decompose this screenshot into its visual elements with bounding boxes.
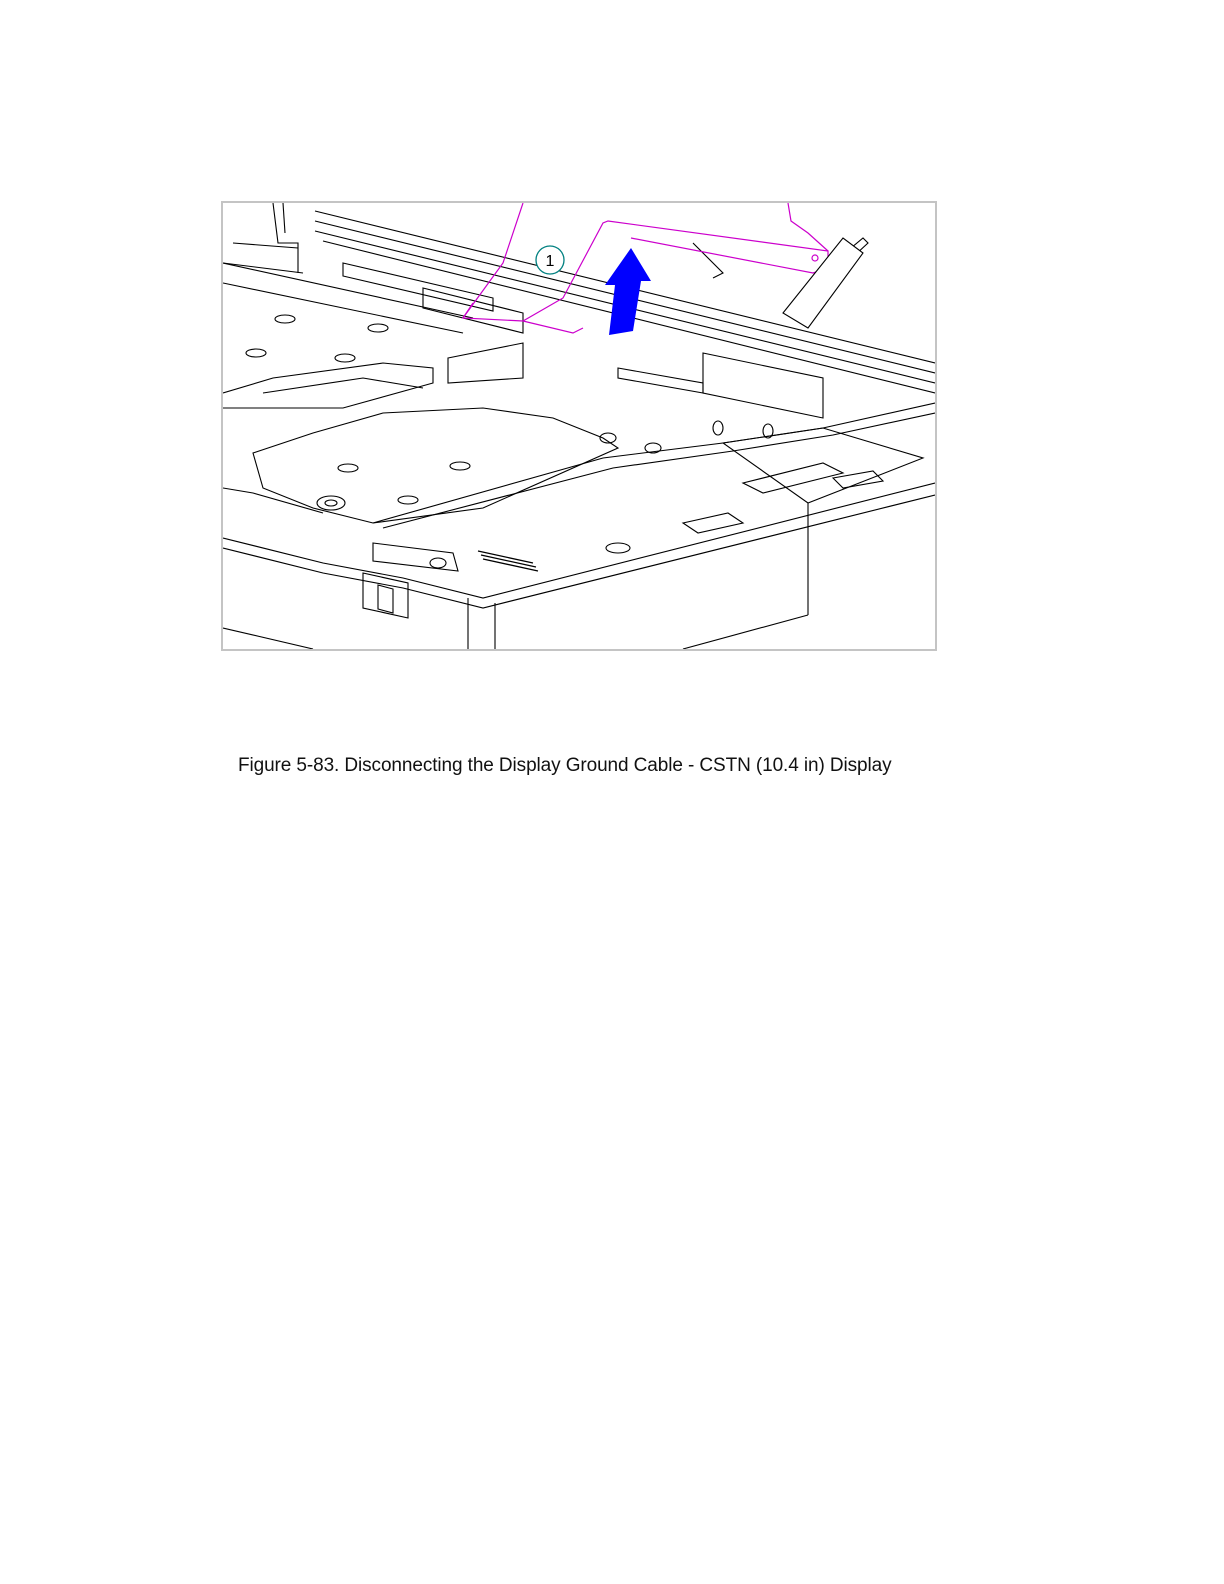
- figure-caption: Figure 5-83. Disconnecting the Display Ground Cable - CSTN (10.4 in) Display: [238, 755, 892, 776]
- display-ground-cable-highlight: [463, 203, 828, 333]
- callout-circle-icon: [536, 246, 564, 274]
- callout-number: 1: [545, 253, 555, 270]
- figure-illustration: [221, 201, 937, 651]
- hinge-bar: [783, 238, 863, 328]
- technical-line-drawing: [223, 203, 935, 649]
